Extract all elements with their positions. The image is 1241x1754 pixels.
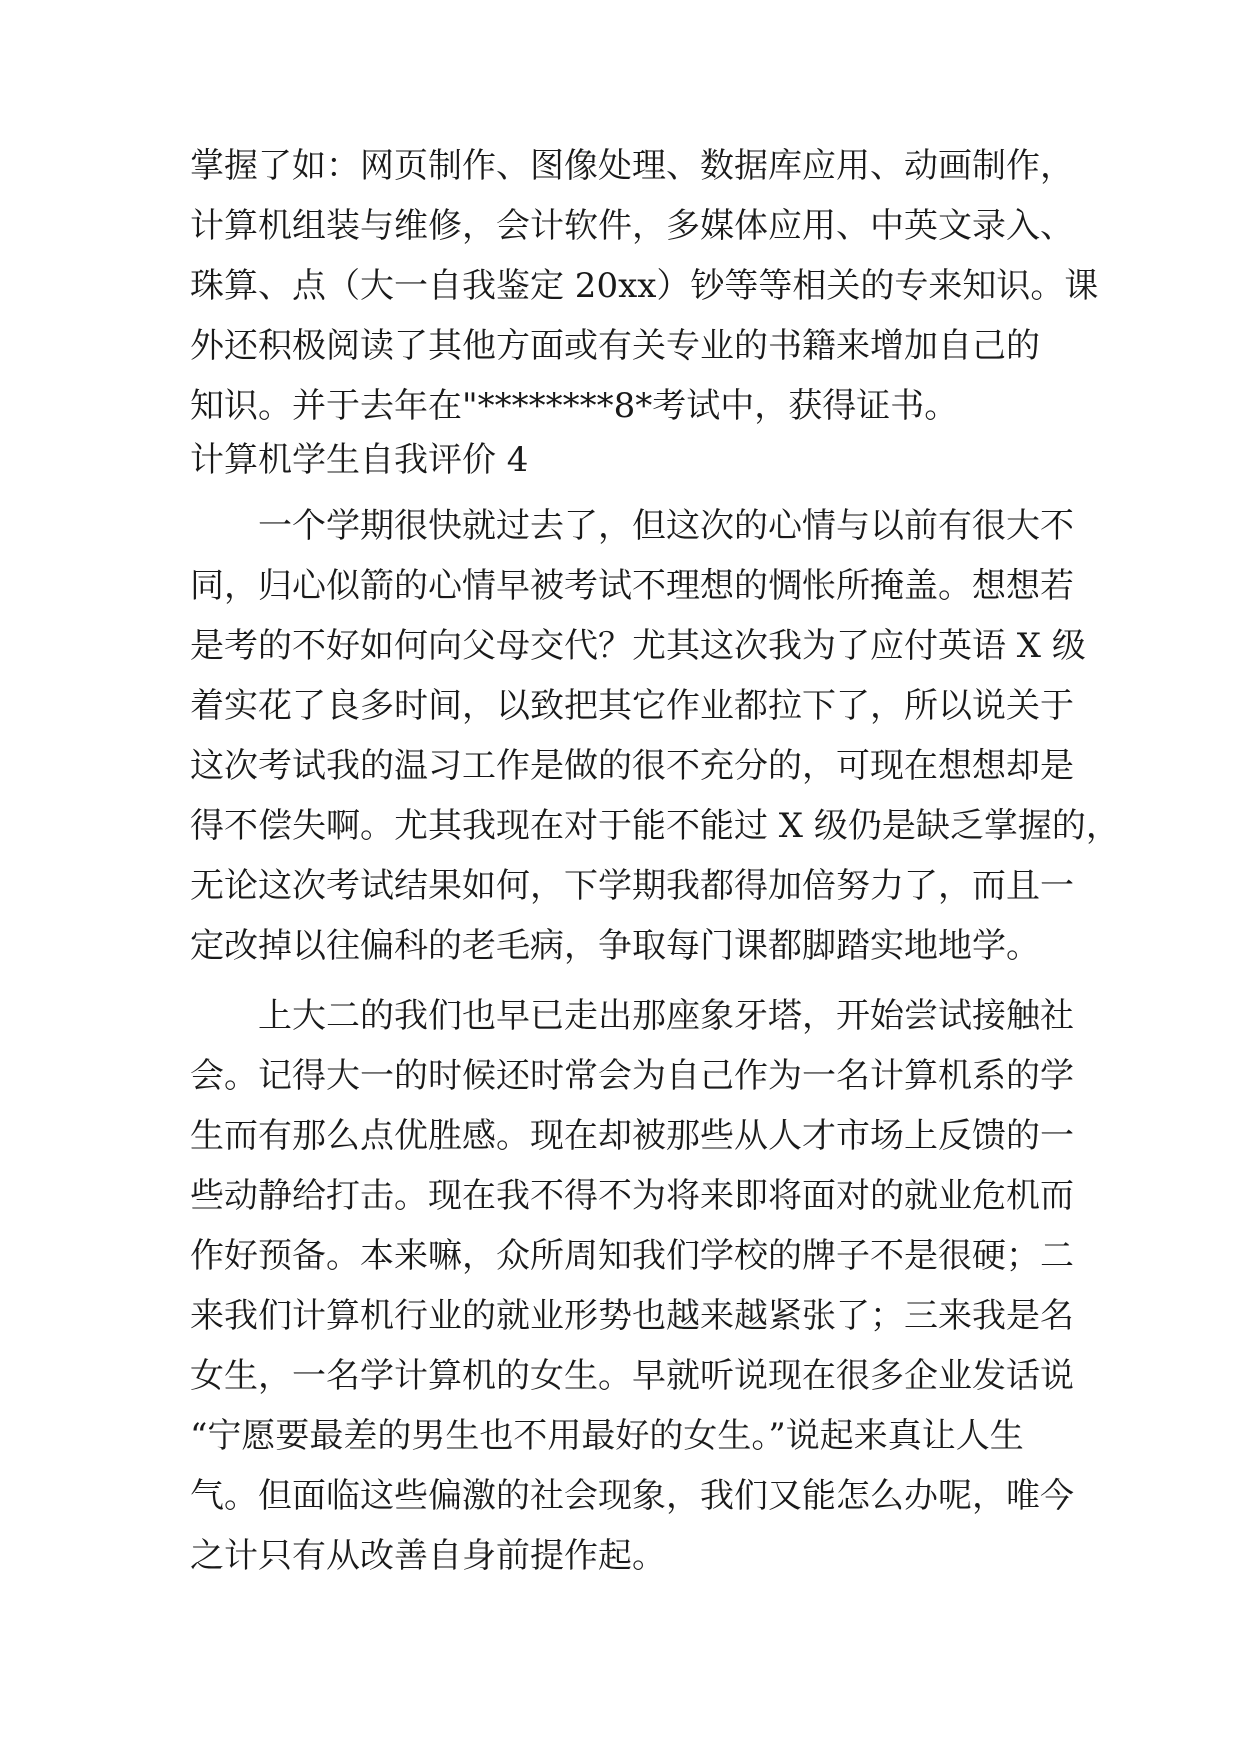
text-line: 来我们计算机行业的就业形势也越来越紧张了；三来我是名 [190, 1296, 1074, 1336]
text-line: 一个学期很快就过去了，但这次的心情与以前有很大不 [258, 506, 1074, 546]
section-heading: 计算机学生自我评价 4 [190, 440, 529, 480]
text-line: 无论这次考试结果如何，下学期我都得加倍努力了，而且一 [190, 866, 1074, 906]
text-line: 这次考试我的温习工作是做的很不充分的，可现在想想却是 [190, 746, 1074, 786]
text-line: 着实花了良多时间，以致把其它作业都拉下了，所以说关于 [190, 686, 1074, 726]
text-line: 珠算、点（大一自我鉴定 20xx）钞等等相关的专来知识。课 [190, 266, 1099, 306]
text-line: 外还积极阅读了其他方面或有关专业的书籍来增加自己的 [190, 326, 1040, 366]
text-line: 作好预备。本来嘛，众所周知我们学校的牌子不是很硬；二 [190, 1236, 1074, 1276]
text-line: 气。但面临这些偏激的社会现象，我们又能怎么办呢，唯今 [190, 1476, 1074, 1516]
text-line: 上大二的我们也早已走出那座象牙塔，开始尝试接触社 [258, 996, 1074, 1036]
text-line: 是考的不好如何向父母交代？尤其这次我为了应付英语 X 级 [190, 626, 1086, 666]
text-line: 计算机组装与维修，会计软件，多媒体应用、中英文录入、 [190, 206, 1074, 246]
text-line: “宁愿要最差的男生也不用最好的女生。”说起来真让人生 [190, 1416, 1024, 1456]
text-line: 掌握了如：网页制作、图像处理、数据库应用、动画制作， [190, 146, 1074, 186]
text-line: 得不偿失啊。尤其我现在对于能不能过 X 级仍是缺乏掌握的， [190, 806, 1120, 846]
text-line: 之计只有从改善自身前提作起。 [190, 1536, 666, 1576]
text-line: 知识。并于去年在"********8*考试中，获得证书。 [190, 386, 959, 426]
text-line: 同，归心似箭的心情早被考试不理想的惆怅所掩盖。想想若 [190, 566, 1074, 606]
text-line: 定改掉以往偏科的老毛病，争取每门课都脚踏实地地学。 [190, 926, 1040, 966]
text-line: 女生，一名学计算机的女生。早就听说现在很多企业发话说 [190, 1356, 1074, 1396]
text-line: 会。记得大一的时候还时常会为自己作为一名计算机系的学 [190, 1056, 1074, 1096]
text-line: 些动静给打击。现在我不得不为将来即将面对的就业危机而 [190, 1176, 1074, 1216]
text-line: 生而有那么点优胜感。现在却被那些从人才市场上反馈的一 [190, 1116, 1074, 1156]
